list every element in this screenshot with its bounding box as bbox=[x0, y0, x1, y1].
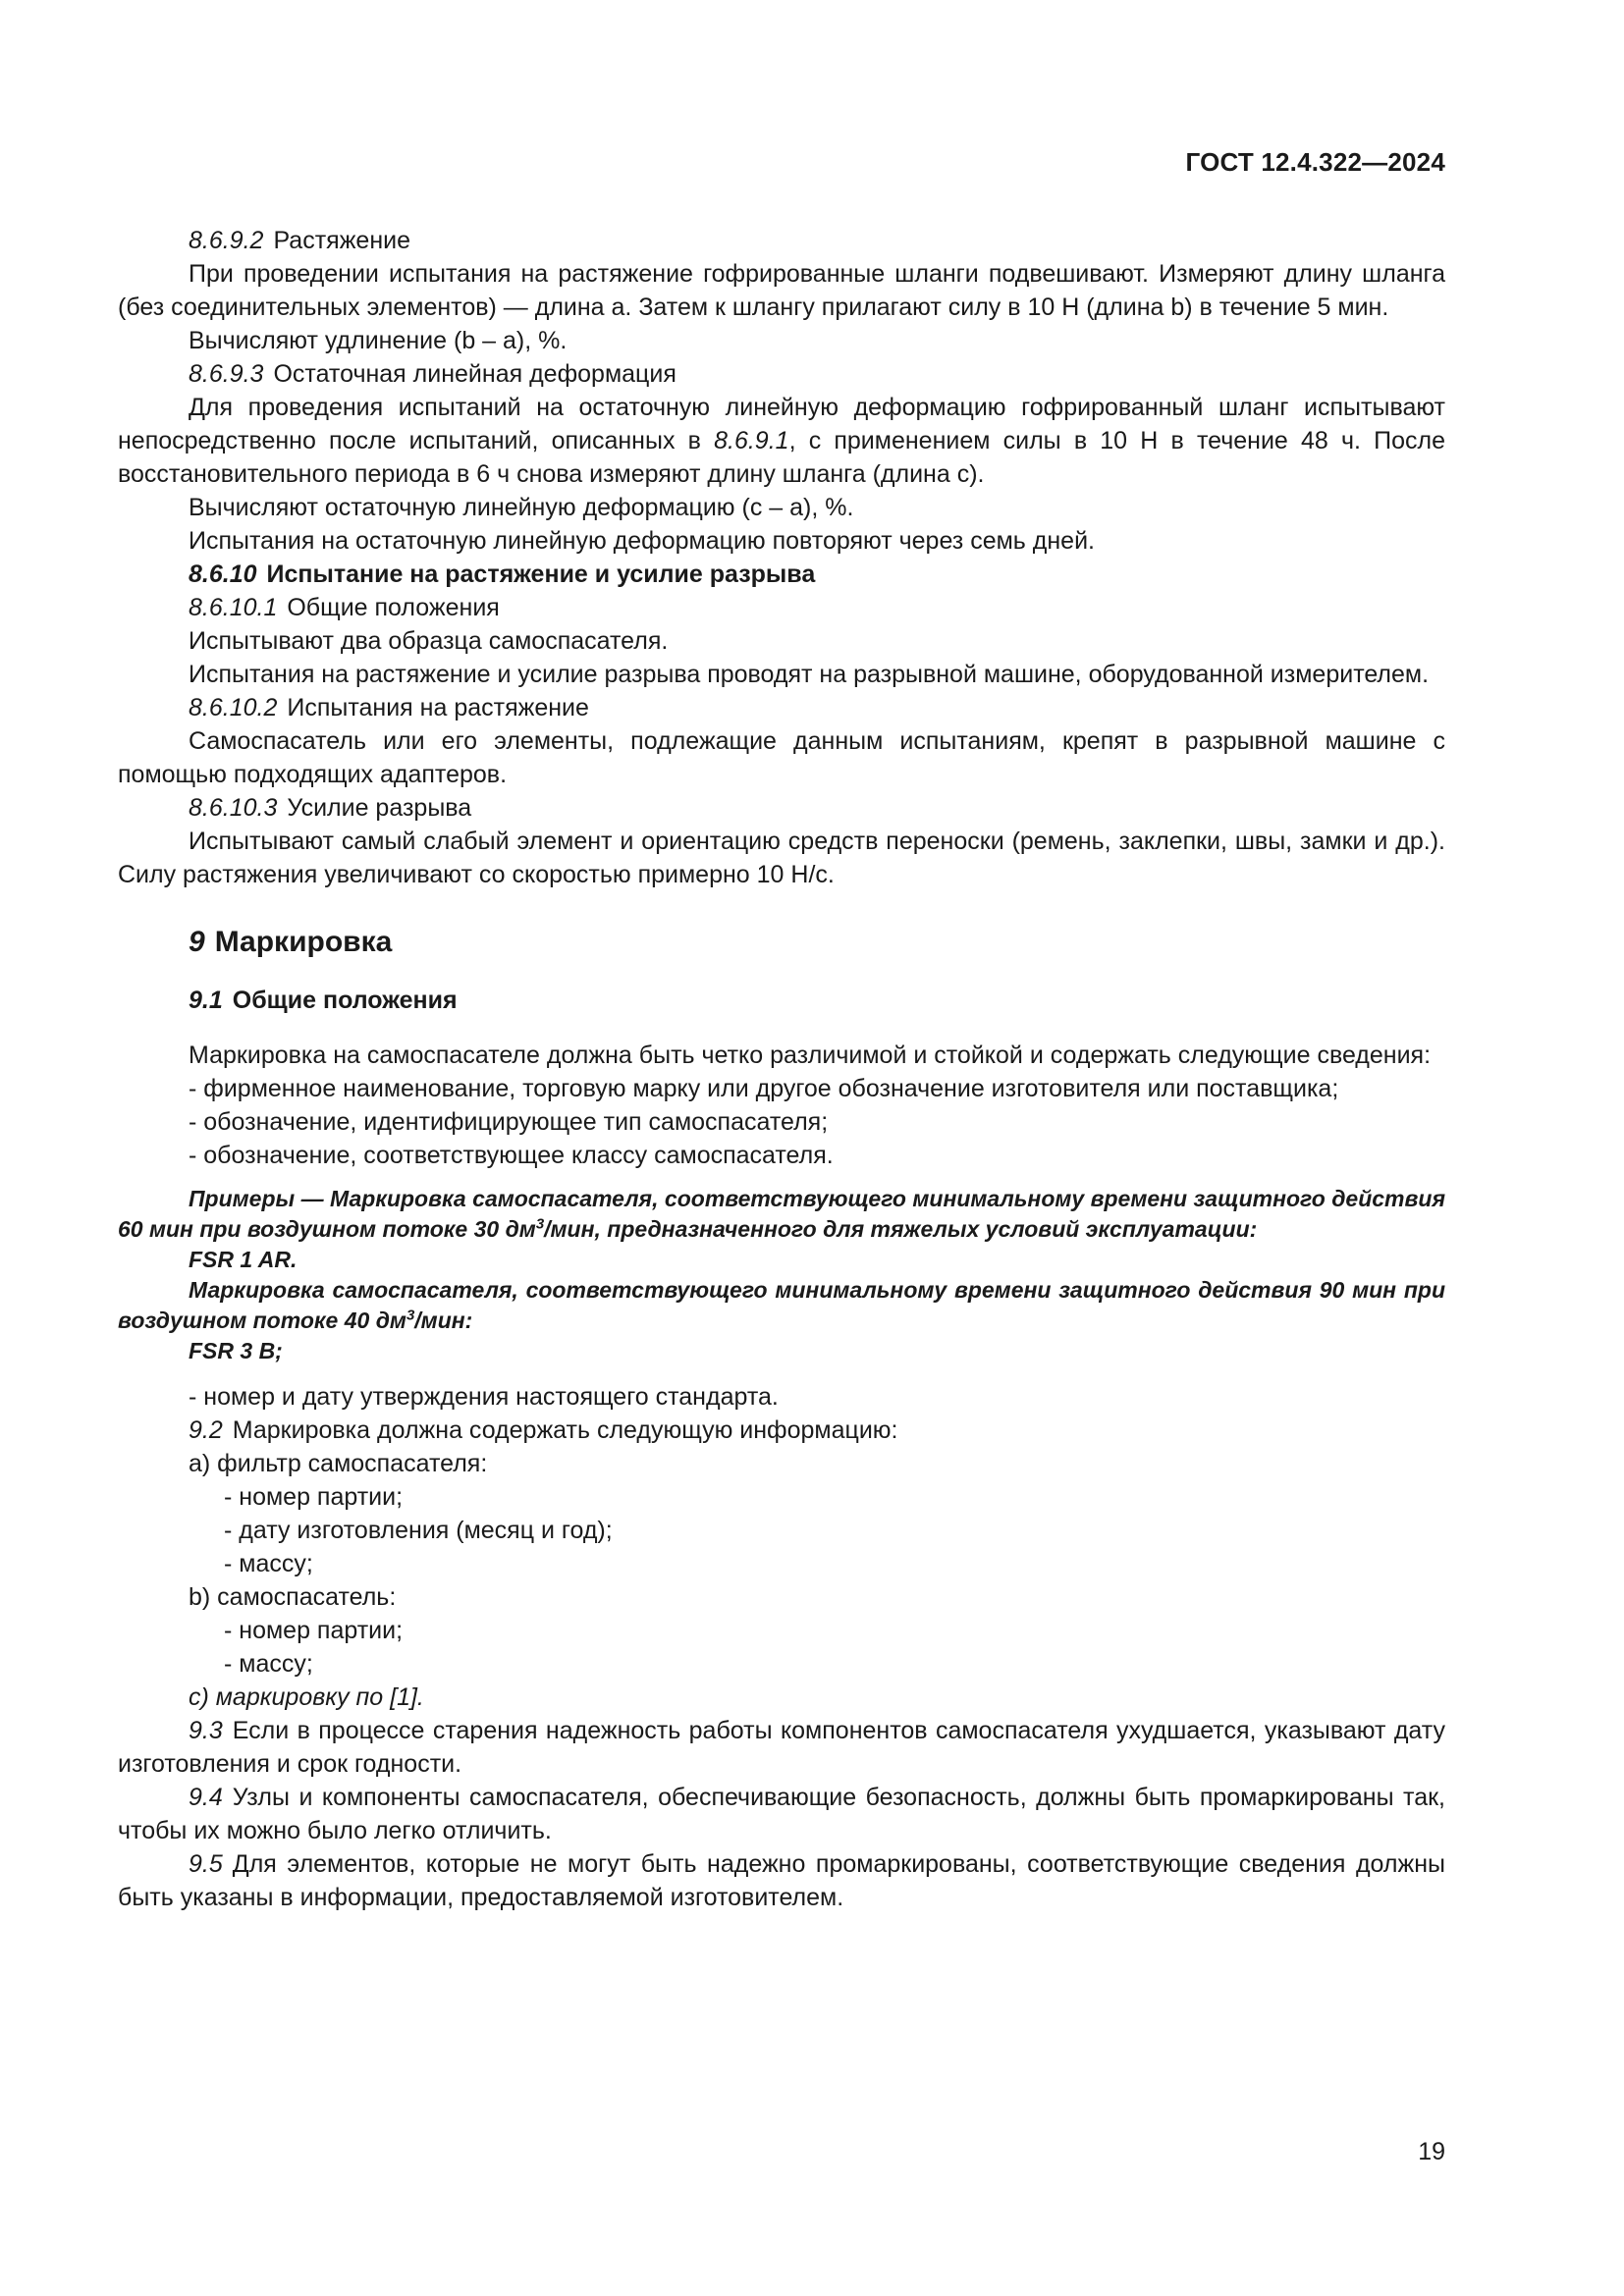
example-text bbox=[118, 1184, 1445, 1245]
clause-93 bbox=[118, 1714, 1445, 1781]
clause-number: 9.2 bbox=[189, 1416, 223, 1444]
clause-title: Испытания на растяжение bbox=[287, 694, 589, 721]
text-run: , с применением силы в 10 Н в течение 48 ч. После восстановительного периода в 6 ч снова измеряют длину шланга (длина c). bbox=[118, 427, 1445, 488]
paragraph: При проведении испытания на растяжение гофрированные шланги подвешивают. Измеряют длину шланга (без соединительных элементов) — длина a. Затем к шлангу прилагают силу в 10 Н (длина b) в течение 5 мин. bbox=[118, 260, 1445, 321]
text-run: Примеры — Маркировка самоспасателя, соответствующего минимальному времени защитного действия 60 мин при воздушном потоке 30 дм bbox=[118, 1186, 1445, 1242]
paragraph: Испытания на растяжение и усилие разрыва проводят на разрывной машине, оборудованной измерителем. bbox=[189, 661, 1430, 688]
sub-list-item: - номер партии; bbox=[224, 1617, 404, 1644]
clause-heading-8693 bbox=[118, 357, 1445, 391]
sub-list-item: - номер партии; bbox=[224, 1483, 404, 1511]
text-run: Для проведения испытаний на остаточную линейную деформацию гофрированный шланг испытывают непосредственно после испытаний, описанных в bbox=[118, 394, 1445, 454]
list-item: - обозначение, соответствующее классу самоспасателя. bbox=[189, 1142, 834, 1169]
example-text bbox=[118, 1275, 1445, 1336]
paragraph: Испытывают два образца самоспасателя. bbox=[189, 627, 669, 655]
clause-heading-91 bbox=[118, 984, 1445, 1017]
clause-number: 9.5 bbox=[189, 1850, 223, 1878]
paragraph: Самоспасатель или его элементы, подлежащие данным испытаниям, крепят в разрывной машине с помощью подходящих адаптеров. bbox=[118, 727, 1445, 788]
example-code: FSR 3 B; bbox=[189, 1338, 283, 1363]
sub-list-item: - массу; bbox=[224, 1650, 313, 1678]
list-item: a) фильтр самоспасателя: bbox=[189, 1450, 488, 1477]
sub-list-item: - массу; bbox=[224, 1550, 313, 1577]
text-run: /мин, предназначенного для тяжелых условий эксплуатации: bbox=[544, 1216, 1258, 1242]
section-heading-9 bbox=[118, 923, 1445, 962]
clause-title: Общие положения bbox=[287, 594, 500, 621]
clause-title: Испытание на растяжение и усилие разрыва bbox=[266, 561, 816, 588]
text-run: Маркировка самоспасателя, соответствующего минимальному времени защитного действия 90 мин при воздушном потоке 40 дм bbox=[118, 1277, 1445, 1333]
clause-heading-86102 bbox=[118, 691, 1445, 724]
clause-heading-86101 bbox=[118, 591, 1445, 624]
paragraph: Вычисляют удлинение (b – a), %. bbox=[189, 327, 568, 354]
clause-number: 9.4 bbox=[189, 1784, 223, 1811]
clause-95 bbox=[118, 1847, 1445, 1914]
list-item: - номер и дату утверждения настоящего стандарта. bbox=[189, 1383, 779, 1411]
clause-number: 8.6.9.3 bbox=[189, 360, 264, 388]
clause-title: Остаточная линейная деформация bbox=[273, 360, 677, 388]
clause-text: Узлы и компоненты самоспасателя, обеспечивающие безопасность, должны быть промаркированы так, чтобы их можно было легко отличить. bbox=[118, 1784, 1445, 1844]
clause-heading-86103 bbox=[118, 791, 1445, 825]
clause-heading-8692 bbox=[118, 224, 1445, 257]
clause-number: 8.6.10.2 bbox=[189, 694, 278, 721]
clause-heading-8610 bbox=[118, 558, 1445, 591]
clause-number: 8.6.9.2 bbox=[189, 227, 264, 254]
clause-text: Если в процессе старения надежность работы компонентов самоспасателя ухудшается, указывают дату изготовления и срок годности. bbox=[118, 1717, 1445, 1778]
list-item: b) самоспасатель: bbox=[189, 1583, 397, 1611]
clause-reference: 8.6.9.1 bbox=[714, 427, 789, 454]
example-code: FSR 1 AR. bbox=[189, 1247, 298, 1272]
clause-title: Растяжение bbox=[273, 227, 410, 254]
text-run: /мин: bbox=[414, 1308, 473, 1333]
clause-92 bbox=[118, 1414, 1445, 1447]
clause-number: 9.1 bbox=[189, 987, 223, 1014]
section-number: 9 bbox=[189, 926, 205, 958]
document-id: ГОСТ 12.4.322—2024 bbox=[1185, 147, 1445, 177]
paragraph: Испытывают самый слабый элемент и ориентацию средств переноски (ремень, заклепки, швы, замки и др.). Силу растяжения увеличивают со скоростью примерно 10 Н/с. bbox=[118, 828, 1445, 888]
list-item: - обозначение, идентифицирующее тип самоспасателя; bbox=[189, 1108, 829, 1136]
clause-94 bbox=[118, 1781, 1445, 1847]
examples-block bbox=[118, 1184, 1445, 1366]
list-item: c) маркировку по [1]. bbox=[189, 1683, 424, 1711]
section-title: Маркировка bbox=[214, 926, 393, 958]
list-item: - фирменное наименование, торговую марку или другое обозначение изготовителя или поставщика; bbox=[189, 1075, 1339, 1102]
paragraph: Маркировка на самоспасателе должна быть четко различимой и стойкой и содержать следующие сведения: bbox=[189, 1041, 1432, 1069]
page-number: 19 bbox=[1418, 2138, 1445, 2165]
clause-title: Усилие разрыва bbox=[287, 794, 472, 822]
clause-number: 9.3 bbox=[189, 1717, 223, 1744]
paragraph: Вычисляют остаточную линейную деформацию (c – a), %. bbox=[189, 494, 854, 521]
paragraph: Испытания на остаточную линейную деформацию повторяют через семь дней. bbox=[189, 527, 1095, 555]
paragraph bbox=[118, 391, 1445, 491]
sub-list-item: - дату изготовления (месяц и год); bbox=[224, 1517, 613, 1544]
clause-title: Общие положения bbox=[232, 987, 458, 1014]
document-body bbox=[118, 224, 1445, 1914]
clause-text: Маркировка должна содержать следующую информацию: bbox=[232, 1416, 898, 1444]
clause-number: 8.6.10 bbox=[189, 561, 257, 588]
superscript: 3 bbox=[535, 1215, 545, 1233]
clause-number: 8.6.10.1 bbox=[189, 594, 278, 621]
clause-number: 8.6.10.3 bbox=[189, 794, 278, 822]
superscript: 3 bbox=[406, 1307, 415, 1324]
clause-text: Для элементов, которые не могут быть надежно промаркированы, соответствующие сведения должны быть указаны в информации, предоставляемой изготовителем. bbox=[118, 1850, 1445, 1911]
